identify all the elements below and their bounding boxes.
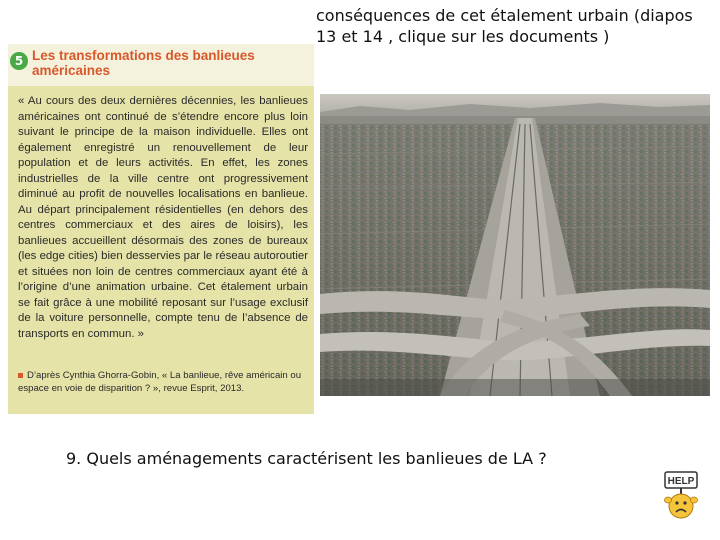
document-source xyxy=(18,370,308,395)
source-bullet-icon xyxy=(18,373,23,378)
question-9: 9. Quels aménagements caractérisent les banlieues de LA ? xyxy=(66,449,547,468)
help-button[interactable] xyxy=(662,470,700,520)
help-label: HELP xyxy=(667,476,695,487)
instruction-text: conséquences de cet étalement urbain (diapos 13 et 14 , clique sur les documents ) xyxy=(316,6,693,46)
document-source-text: D’après Cynthia Ghorra-Gobin, « La banlieue, rêve américain ou espace en voie de disparition ? », revue Esprit, 2013. xyxy=(18,370,302,394)
aerial-photo-los-angeles[interactable] xyxy=(320,94,710,396)
document-quote: « Au cours des deux dernières décennies, les banlieues américaines ont continué de s’étendre encore plus loin suivant le principe de la maison individuelle. Elles ont également enregistré un renouvellement de leur population et de leurs activités. En effet, les zones industrielles de la ville centre ont progressivement diminué au profit de nouvelles localisations en banlieue. Au départ principalement résidentielles (en dehors des centres commerciaux et des aires de loisirs), les banlieues accueillent désormais des zones de bureaux (les edge cities) bien desservies par le réseau autoroutier et situées non loin de centres commerciaux ayant été à l’origine d’une animation urbaine. Cet étalement urbain se fait grâce à une mobilité reposant sur l’usage exclusif de la voiture personnelle, compte tenu de l’absence de transports en commun. » xyxy=(18,95,308,340)
document-number-badge: 5 xyxy=(10,52,28,70)
document-title: Les transformations des banlieues américaines xyxy=(32,48,255,78)
document-header xyxy=(8,44,314,86)
document-5[interactable] xyxy=(8,44,314,414)
